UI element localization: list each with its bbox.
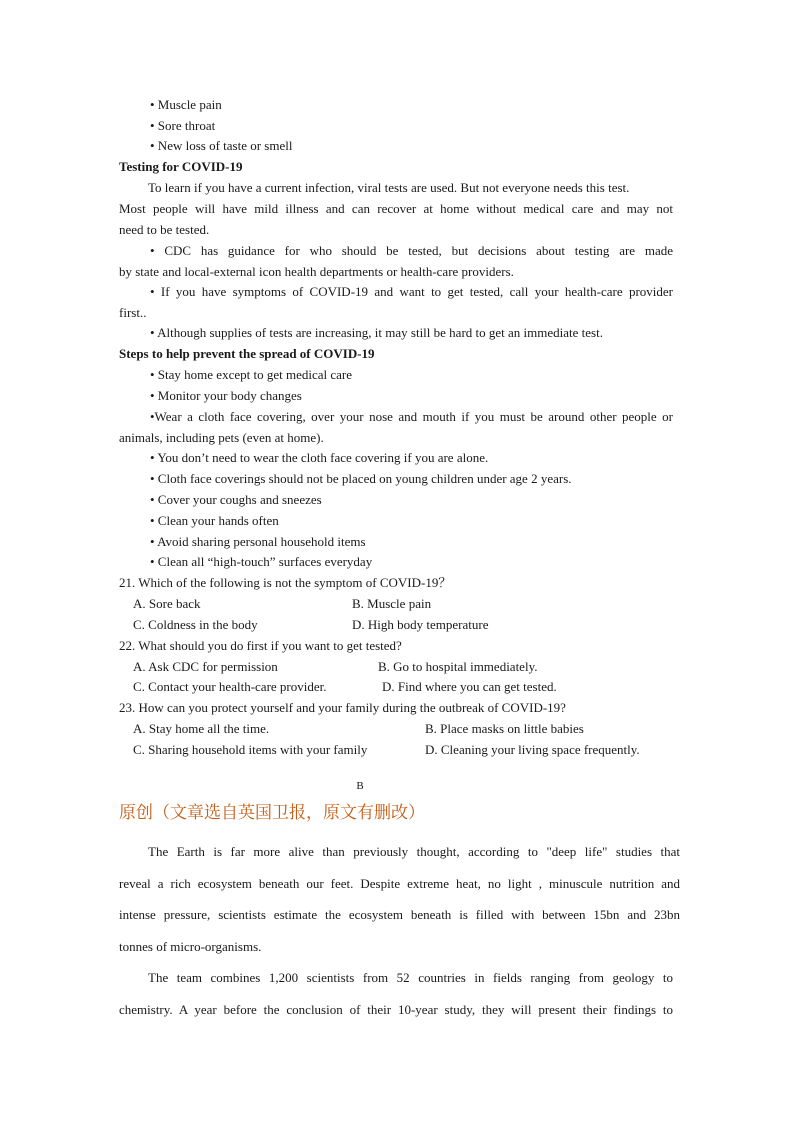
prevent-bullet: • Clean your hands often [150,513,279,528]
section-heading-testing: Testing for COVID-19 [119,159,243,174]
question-option: B. Go to hospital immediately. [378,659,538,674]
symptom-bullet: • Sore throat [150,118,216,133]
testing-bullet: • Although supplies of tests are increasing, it may still be hard to get an immediate test. [150,325,603,340]
passage-title: 原创（文章选自英国卫报，原文有删改） [119,803,425,823]
testing-bullet-cont: first.. [119,305,147,320]
question-option: D. Find where you can get tested. [382,679,557,694]
question-option: D. Cleaning your living space frequently. [425,742,640,757]
prevent-bullet: •Wear a cloth face covering, over your nose and mouth if you must be around other people or [150,409,673,424]
testing-bullet-cont: by state and local-external icon health departments or health-care providers. [119,264,514,279]
prevent-bullet-cont: animals, including pets (even at home). [119,430,324,445]
testing-paragraph-line: need to be tested. [119,222,210,237]
question-option: C. Sharing household items with your family [133,742,368,757]
passage-line: intense pressure, scientists estimate the ecosystem beneath is filled with between 15bn and 23bn [119,907,680,922]
symptom-bullet: • New loss of taste or smell [150,138,293,153]
question-option: C. Coldness in the body [133,617,258,632]
passage-line: reveal a rich ecosystem beneath our feet. Despite extreme heat, no light , minuscule nutrition and [119,876,680,891]
passage-line: tonnes of micro-organisms. [119,939,262,954]
prevent-bullet: • Cover your coughs and sneezes [150,492,322,507]
question-stem: 23. How can you protect yourself and your family during the outbreak of COVID-19? [119,700,566,715]
question-option: B. Muscle pain [352,596,432,611]
symptom-bullet: • Muscle pain [150,97,222,112]
prevent-bullet: • Avoid sharing personal household items [150,534,366,549]
testing-paragraph-line: Most people will have mild illness and can recover at home without medical care and may not [119,201,673,216]
question-option: B. Place masks on little babies [425,721,584,736]
section-heading-prevent: Steps to help prevent the spread of COVID-19 [119,346,375,361]
prevent-bullet: • Monitor your body changes [150,388,302,403]
prevent-bullet: • Cloth face coverings should not be placed on young children under age 2 years. [150,471,572,486]
question-option: A. Stay home all the time. [133,721,270,736]
question-option: A. Sore back [133,596,201,611]
passage-line: chemistry. A year before the conclusion of their 10-year study, they will present their findings to [119,1002,673,1017]
passage-line: The team combines 1,200 scientists from 52 countries in fields ranging from geology to [148,970,673,985]
prevent-bullet: • Stay home except to get medical care [150,367,352,382]
question-option: A. Ask CDC for permission [133,659,278,674]
question-stem: 22. What should you do first if you want to get tested? [119,638,402,653]
prevent-bullet: • Clean all “high-touch” surfaces everyday [150,554,373,569]
prevent-bullet: • You don’t need to wear the cloth face covering if you are alone. [150,450,489,465]
section-label: B [356,780,364,792]
testing-bullet: • If you have symptoms of COVID-19 and want to get tested, call your health-care provider [150,284,673,299]
question-option: D. High body temperature [352,617,489,632]
question-option: C. Contact your health-care provider. [133,679,327,694]
passage-line: The Earth is far more alive than previously thought, according to "deep life" studies that [148,844,680,859]
testing-paragraph-line: To learn if you have a current infection, viral tests are used. But not everyone needs this test. [148,180,630,195]
question-stem: 21. Which of the following is not the symptom of COVID-19？ [119,575,452,590]
testing-bullet: • CDC has guidance for who should be tested, but decisions about testing are made [150,243,673,258]
